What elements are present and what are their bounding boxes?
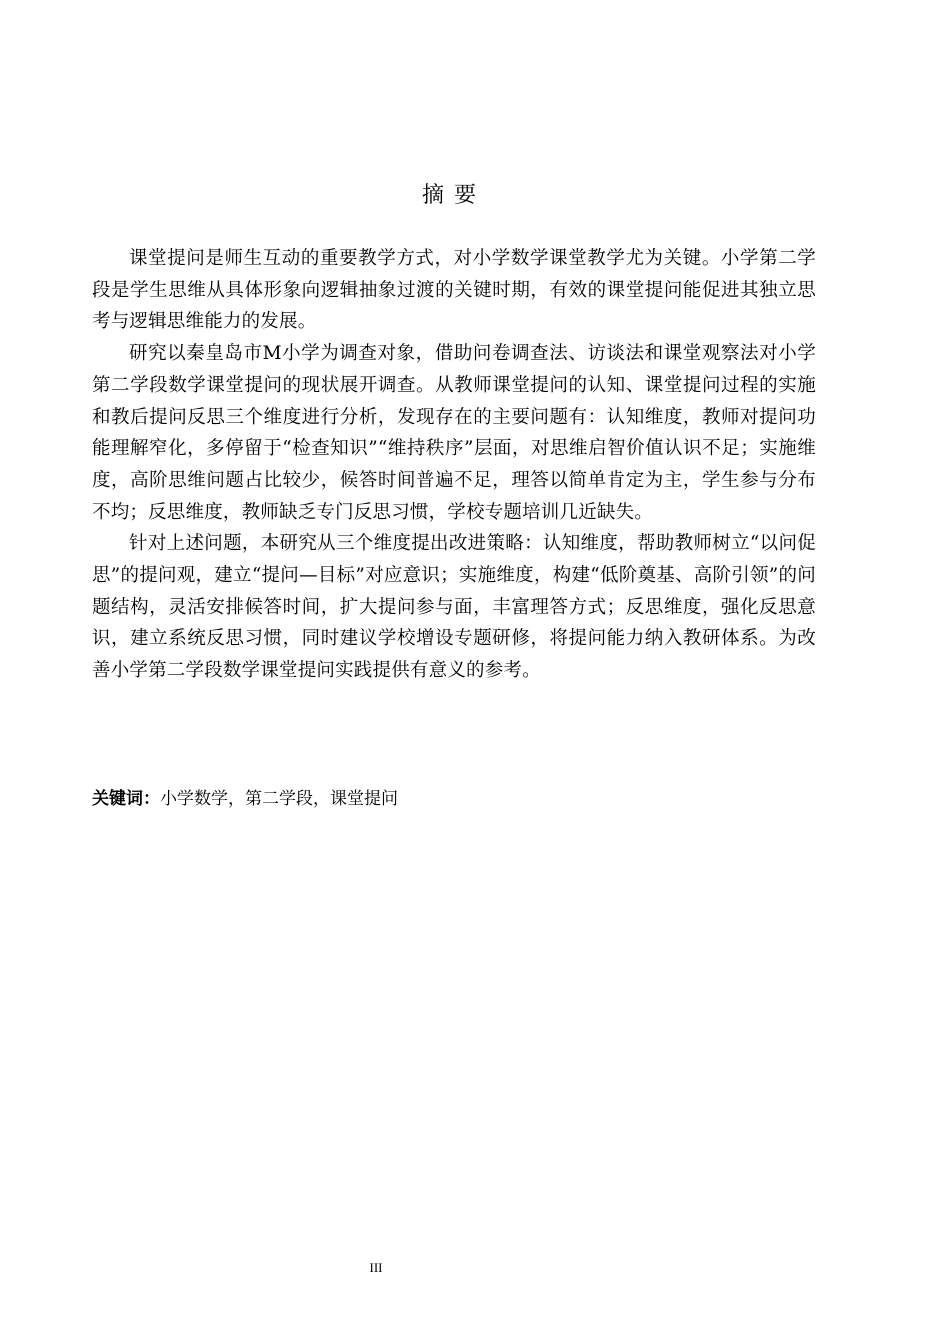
- abstract-paragraph-3: 针对上述问题，本研究从三个维度提出改进策略：认知维度，帮助教师树立“以问促思”的提问观，建立“提问—目标”对应意识；实施维度，构建“低阶奠基、高阶引领”的问题结构，灵活安排候答时间，扩大提问参与面，丰富理答方式；反思维度，强化反思意识，建立系统反思习惯，同时建议学校增设专题研修，将提问能力纳入教研体系。为改善小学第二学段数学课堂提问实践提供有意义的参考。: [92, 533, 816, 682]
- abstract-paragraph-1: 课堂提问是师生互动的重要教学方式，对小学数学课堂教学尤为关键。小学第二学段是学生思维从具体形象向逻辑抽象过渡的关键时期，有效的课堂提问能促进其独立思考与逻辑思维能力的发展。: [92, 248, 816, 333]
- abstract-title: 摘要: [421, 183, 486, 208]
- abstract-body: [92, 243, 816, 687]
- keywords-label: 关键词：: [92, 789, 160, 809]
- abstract-paragraph-2: 研究以秦皇岛市M小学为调查对象，借助问卷调查法、访谈法和课堂观察法对小学第二学段数学课堂提问的现状展开调查。从教师课堂提问的认知、课堂提问过程的实施和教后提问反思三个维度进行分析，发现存在的主要问题有：认知维度，教师对提问功能理解窄化，多停留于“检查知识”“维持秩序”层面，对思维启智价值认识不足；实施维度，高阶思维问题占比较少，候答时间普遍不足，理答以简单肯定为主，学生参与分布不均；反思维度，教师缺乏专门反思习惯，学校专题培训几近缺失。: [92, 343, 816, 523]
- page-number: III: [369, 1260, 383, 1275]
- keywords-line: [92, 786, 816, 812]
- keywords-value: 小学数学，第二学段，课堂提问: [160, 789, 398, 809]
